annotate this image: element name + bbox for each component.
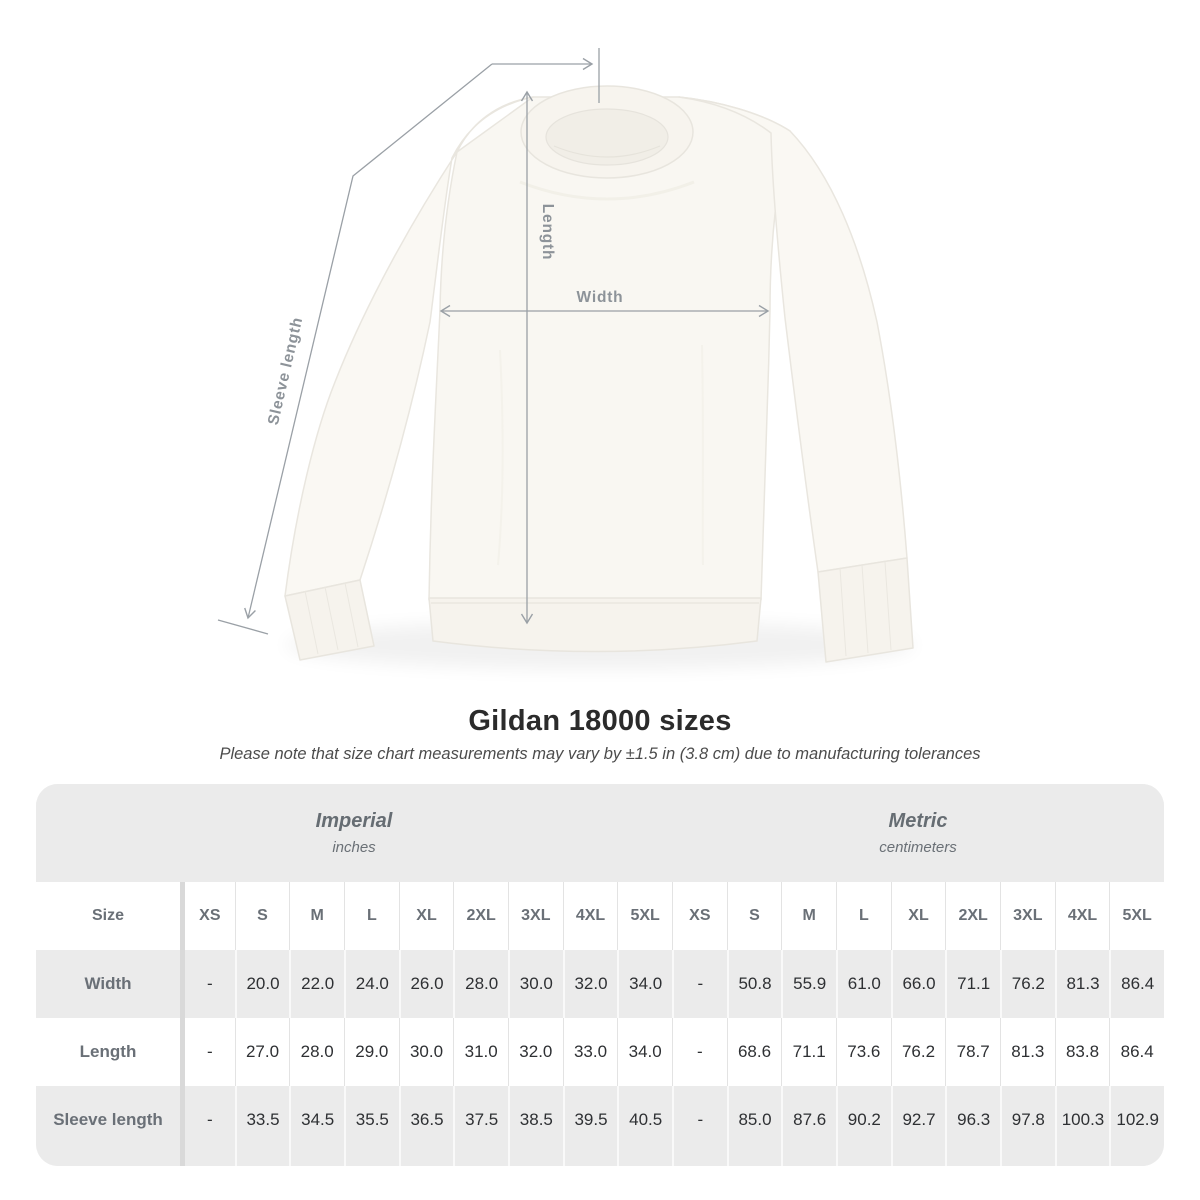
cell-value: 71.1 bbox=[792, 1042, 826, 1061]
table-cell bbox=[508, 1086, 563, 1154]
row-label: Width bbox=[84, 974, 132, 993]
table-cell bbox=[289, 1086, 344, 1154]
body-crease-right bbox=[702, 345, 703, 565]
table-cell bbox=[945, 1086, 1000, 1154]
size-column-header bbox=[672, 882, 727, 950]
size-column-header bbox=[508, 882, 563, 950]
cell-value: 61.0 bbox=[847, 974, 881, 993]
cell-value: 35.5 bbox=[355, 1110, 389, 1129]
cell-value: 100.3 bbox=[1061, 1110, 1105, 1129]
spacer-cell bbox=[399, 1154, 454, 1166]
cell-value: 34.0 bbox=[629, 974, 663, 993]
tolerance-note: Please note that size chart measurements may vary by ±1.5 in (3.8 cm) due to manufacturing tolerances bbox=[219, 745, 981, 763]
table-cell bbox=[289, 950, 344, 1018]
table-cell bbox=[180, 1018, 235, 1086]
table-cell bbox=[1000, 1086, 1055, 1154]
table-cell bbox=[672, 1018, 727, 1086]
cell-value: - bbox=[697, 974, 704, 993]
table-cell bbox=[289, 1018, 344, 1086]
cell-value: 83.8 bbox=[1065, 1042, 1100, 1061]
cell-value: 20.0 bbox=[246, 974, 280, 993]
table-cell bbox=[563, 1086, 618, 1154]
table-cell bbox=[344, 950, 399, 1018]
col-label: L bbox=[858, 907, 869, 924]
col-label: 5XL bbox=[1122, 907, 1152, 924]
table-cell bbox=[891, 1086, 946, 1154]
size-column-header bbox=[836, 882, 891, 950]
spacer-cell bbox=[508, 1154, 563, 1166]
spacer-cell bbox=[563, 1154, 618, 1166]
size-table bbox=[36, 784, 1164, 1166]
table-cell bbox=[617, 950, 672, 1018]
size-column-header bbox=[781, 882, 836, 950]
size-header-cell bbox=[36, 882, 180, 950]
imperial-group-header bbox=[36, 784, 672, 882]
size-column-header bbox=[399, 882, 454, 950]
table-cell bbox=[781, 1086, 836, 1154]
metric-unit: centimeters bbox=[879, 839, 957, 856]
spacer-cell bbox=[344, 1154, 399, 1166]
table-cell bbox=[344, 1086, 399, 1154]
cell-value: 33.5 bbox=[246, 1110, 280, 1129]
table-cell bbox=[727, 1086, 782, 1154]
cell-value: 76.2 bbox=[1011, 974, 1045, 993]
size-column-header bbox=[617, 882, 672, 950]
cell-value: 86.4 bbox=[1121, 974, 1155, 993]
cell-value: 97.8 bbox=[1011, 1110, 1045, 1129]
table-cell bbox=[945, 950, 1000, 1018]
cell-value: 90.2 bbox=[847, 1110, 881, 1129]
cell-value: 87.6 bbox=[793, 1110, 827, 1129]
cell-value: 102.9 bbox=[1116, 1110, 1159, 1129]
table-cell bbox=[399, 950, 454, 1018]
size-column-header bbox=[727, 882, 782, 950]
width-label: Width bbox=[576, 289, 624, 306]
cell-value: 50.8 bbox=[738, 974, 772, 993]
size-header-label: Size bbox=[91, 907, 124, 924]
size-column-header bbox=[289, 882, 344, 950]
cell-value: 40.5 bbox=[629, 1110, 663, 1129]
table-cell bbox=[453, 950, 508, 1018]
cell-value: 81.3 bbox=[1011, 1042, 1045, 1061]
table-cell bbox=[727, 1018, 782, 1086]
sleeve-length-label: Sleeve length bbox=[264, 315, 307, 427]
table-cell bbox=[1109, 1086, 1164, 1154]
table-cell bbox=[617, 1086, 672, 1154]
cell-value: 32.0 bbox=[519, 1042, 553, 1061]
table-cell bbox=[1055, 1086, 1110, 1154]
cell-value: 38.5 bbox=[519, 1110, 553, 1129]
imperial-unit: inches bbox=[332, 839, 376, 856]
row-header-length bbox=[36, 1018, 180, 1086]
cell-value: 73.6 bbox=[847, 1042, 881, 1061]
table-cell bbox=[563, 950, 618, 1018]
spacer-cell bbox=[891, 1154, 946, 1166]
cell-value: 81.3 bbox=[1066, 974, 1100, 993]
cell-value: 37.5 bbox=[465, 1110, 499, 1129]
cuff-tick bbox=[218, 620, 268, 634]
table-cell bbox=[235, 1086, 290, 1154]
cell-value: 22.0 bbox=[301, 974, 335, 993]
size-column-header bbox=[945, 882, 1000, 950]
cell-value: 36.5 bbox=[410, 1110, 444, 1129]
col-label: 2XL bbox=[466, 907, 496, 924]
spacer-cell bbox=[1109, 1154, 1164, 1166]
table-cell bbox=[1000, 950, 1055, 1018]
spacer-cell bbox=[180, 1154, 235, 1166]
col-label: 4XL bbox=[1067, 907, 1098, 924]
col-label: L bbox=[366, 907, 377, 924]
cell-value: 71.1 bbox=[957, 974, 991, 993]
cell-value: 26.0 bbox=[410, 974, 444, 993]
spacer-cell bbox=[945, 1154, 1000, 1166]
table-cell bbox=[508, 950, 563, 1018]
cell-value: 55.9 bbox=[793, 974, 827, 993]
spacer-cell bbox=[836, 1154, 891, 1166]
cell-value: - bbox=[697, 1110, 704, 1129]
cell-value: 31.0 bbox=[464, 1042, 498, 1061]
table-cell bbox=[891, 1018, 946, 1086]
table-cell bbox=[617, 1018, 672, 1086]
table-cell bbox=[453, 1086, 508, 1154]
col-label: XS bbox=[199, 907, 221, 924]
size-column-header bbox=[1000, 882, 1055, 950]
cell-value: 86.4 bbox=[1120, 1042, 1154, 1061]
table-cell bbox=[727, 950, 782, 1018]
table-cell bbox=[1109, 950, 1164, 1018]
table-cell bbox=[836, 1086, 891, 1154]
metric-label: Metric bbox=[888, 810, 948, 832]
spacer-cell bbox=[453, 1154, 508, 1166]
cell-value: - bbox=[206, 974, 213, 993]
imperial-label: Imperial bbox=[315, 810, 393, 832]
cell-value: 34.5 bbox=[301, 1110, 335, 1129]
cell-value: 28.0 bbox=[300, 1042, 334, 1061]
row-label: Length bbox=[79, 1042, 137, 1061]
col-label: 3XL bbox=[1013, 907, 1043, 924]
table-cell bbox=[836, 1018, 891, 1086]
waistband bbox=[429, 598, 761, 652]
col-label: M bbox=[310, 907, 324, 924]
table-cell bbox=[180, 1086, 235, 1154]
cell-value: 78.7 bbox=[956, 1042, 990, 1061]
table-cell bbox=[1000, 1018, 1055, 1086]
cell-value: - bbox=[206, 1110, 213, 1129]
cell-value: 68.6 bbox=[737, 1042, 772, 1061]
sweatshirt bbox=[285, 86, 913, 662]
spacer-cell bbox=[1000, 1154, 1055, 1166]
cell-value: 76.2 bbox=[901, 1042, 936, 1061]
table-cell bbox=[672, 1086, 727, 1154]
size-column-header bbox=[1055, 882, 1110, 950]
col-label: XL bbox=[416, 907, 437, 924]
cell-value: 32.0 bbox=[574, 974, 608, 993]
cell-value: 28.0 bbox=[465, 974, 499, 993]
cell-value: 66.0 bbox=[902, 974, 936, 993]
spacer-cell bbox=[1055, 1154, 1110, 1166]
col-label: XS bbox=[689, 907, 711, 924]
col-label: 5XL bbox=[630, 907, 660, 924]
table-cell bbox=[672, 950, 727, 1018]
metric-group-header bbox=[672, 784, 1164, 882]
table-cell bbox=[235, 950, 290, 1018]
cell-value: 92.7 bbox=[902, 1110, 936, 1129]
spacer-cell bbox=[672, 1154, 727, 1166]
col-label: 2XL bbox=[958, 907, 988, 924]
table-cell bbox=[508, 1018, 563, 1086]
size-column-header bbox=[1109, 882, 1164, 950]
cell-value: - bbox=[696, 1042, 703, 1061]
size-column-header bbox=[180, 882, 235, 950]
col-label: 4XL bbox=[575, 907, 606, 924]
spacer-cell bbox=[781, 1154, 836, 1166]
table-cell bbox=[945, 1018, 1000, 1086]
col-label: S bbox=[257, 907, 268, 924]
cell-value: 85.0 bbox=[738, 1110, 772, 1129]
cell-value: 24.0 bbox=[355, 974, 389, 993]
spacer-cell bbox=[235, 1154, 290, 1166]
row-header-width bbox=[36, 950, 180, 1018]
cell-value: 96.3 bbox=[957, 1110, 991, 1129]
table-cell bbox=[781, 950, 836, 1018]
spacer-cell bbox=[727, 1154, 782, 1166]
cell-value: 33.0 bbox=[573, 1042, 608, 1061]
col-label: S bbox=[749, 907, 760, 924]
cell-value: 29.0 bbox=[355, 1042, 389, 1061]
size-column-header bbox=[891, 882, 946, 950]
cell-value: 30.0 bbox=[409, 1042, 444, 1061]
size-column-header bbox=[453, 882, 508, 950]
cell-value: 34.0 bbox=[628, 1042, 662, 1061]
spacer-cell bbox=[289, 1154, 344, 1166]
table-cell bbox=[781, 1018, 836, 1086]
table-cell bbox=[235, 1018, 290, 1086]
table-cell bbox=[1109, 1018, 1164, 1086]
table-cell bbox=[563, 1018, 618, 1086]
table-cell bbox=[1055, 1018, 1110, 1086]
size-column-header bbox=[235, 882, 290, 950]
cell-value: - bbox=[206, 1042, 213, 1061]
table-cell bbox=[399, 1018, 454, 1086]
table-cell bbox=[891, 950, 946, 1018]
table-cell bbox=[453, 1018, 508, 1086]
spacer-cell bbox=[36, 1154, 180, 1166]
col-label: M bbox=[802, 907, 816, 924]
size-column-header bbox=[344, 882, 399, 950]
length-label: Length bbox=[539, 203, 556, 261]
table-cell bbox=[180, 950, 235, 1018]
table-cell bbox=[344, 1018, 399, 1086]
table-cell bbox=[1055, 950, 1110, 1018]
row-label: Sleeve length bbox=[53, 1110, 163, 1129]
cell-value: 30.0 bbox=[519, 974, 553, 993]
cell-value: 27.0 bbox=[245, 1042, 280, 1061]
col-label: XL bbox=[908, 907, 929, 924]
row-header-sleeve-length bbox=[36, 1086, 180, 1154]
cell-value: 39.5 bbox=[574, 1110, 608, 1129]
size-column-header bbox=[563, 882, 618, 950]
table-cell bbox=[399, 1086, 454, 1154]
table-cell bbox=[836, 950, 891, 1018]
spacer-cell bbox=[617, 1154, 672, 1166]
page-title: Gildan 18000 sizes bbox=[468, 705, 732, 737]
col-label: 3XL bbox=[521, 907, 551, 924]
